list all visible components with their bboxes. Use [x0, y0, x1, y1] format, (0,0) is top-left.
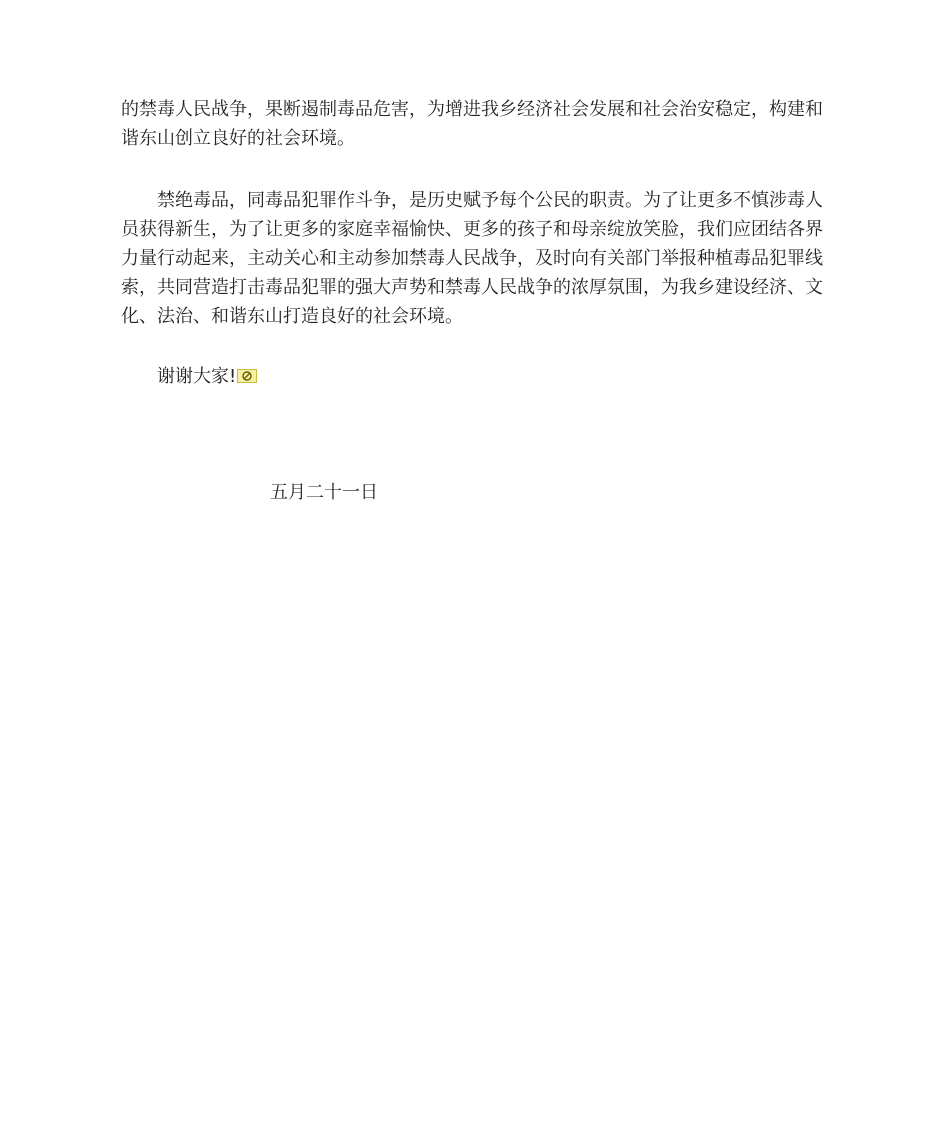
date-line: 五月二十一日 [270, 482, 378, 503]
paragraph-2-line: 力量行动起来，主动关心和主动参加禁毒人民战争，及时向有关部门举报种植毒品犯罪线 [121, 248, 823, 269]
paragraph-2-line: 禁绝毒品，同毒品犯罪作斗争，是历史赋予每个公民的职责。为了让更多不慎涉毒人 [157, 190, 823, 211]
closing-line [121, 362, 833, 391]
paragraph-1-line: 谐东山创立良好的社会环境。 [121, 128, 355, 149]
closing-paragraph [121, 362, 833, 391]
paragraph-1 [121, 95, 833, 153]
paragraph-2 [121, 186, 833, 331]
anchor-edit-icon[interactable] [237, 369, 257, 383]
paragraph-2-line: 化、法治、和谐东山打造良好的社会环境。 [121, 306, 463, 327]
paragraph-2-line: 员获得新生，为了让更多的家庭幸福愉快、更多的孩子和母亲绽放笑脸，我们应团结各界 [121, 219, 823, 240]
paragraph-1-line: 的禁毒人民战争，果断遏制毒品危害，为增进我乡经济社会发展和社会治安稳定，构建和 [121, 99, 823, 120]
paragraph-2-line: 索，共同营造打击毒品犯罪的强大声势和禁毒人民战争的浓厚氛围，为我乡建设经济、文 [121, 277, 823, 298]
thanks-text: 谢谢大家! [157, 366, 237, 387]
